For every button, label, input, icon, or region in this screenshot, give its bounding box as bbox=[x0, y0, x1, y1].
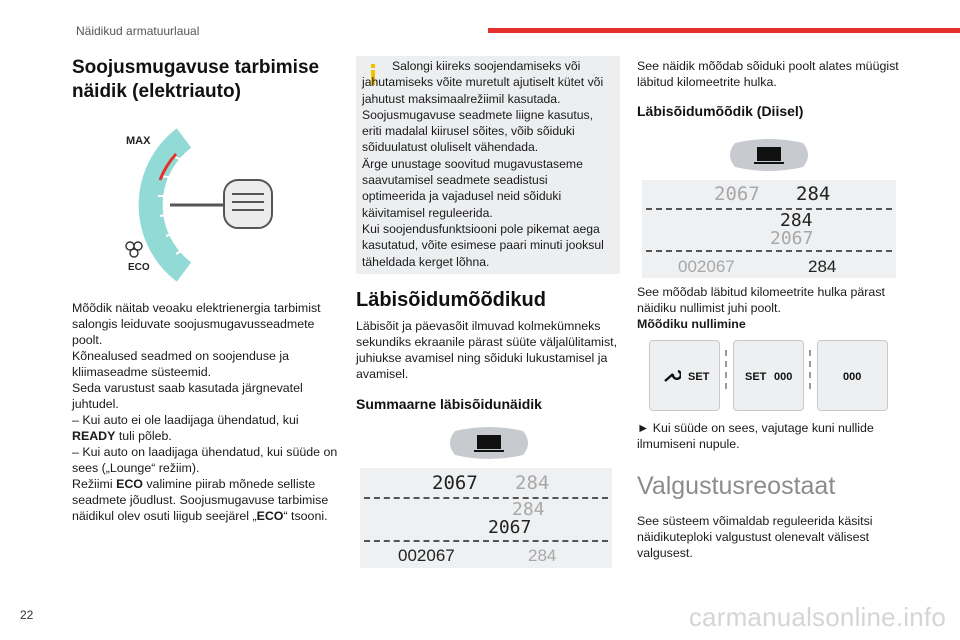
odometers-paragraph: Läbisõit ja päevasõit ilmuvad kolmekümneks sekundiks ekraanile pärast süüte väljalülitamist, juhiukse avamisel ning sõiduki lukustamisel ja avamisel. bbox=[356, 319, 618, 381]
trip-reset-step-3 bbox=[817, 340, 888, 411]
thermal-comfort-gauge bbox=[118, 116, 280, 286]
subheading-trip-diesel: Läbisõidumõõdik (Diisel) bbox=[637, 103, 804, 119]
section-heading-odometers: Läbisõidumõõdikud bbox=[356, 289, 546, 311]
display-divider bbox=[646, 250, 892, 252]
column-3-bottom bbox=[637, 420, 899, 561]
step-3-label: 000 bbox=[843, 371, 862, 383]
wrench-icon bbox=[663, 369, 681, 383]
gauge-max-label: MAX bbox=[126, 135, 151, 147]
display-row1-value-b: 284 bbox=[796, 183, 831, 205]
display-row2-value-b: 2067 bbox=[770, 228, 814, 249]
dimmer-description: See süsteem võimaldab reguleerida käsitsi näidikuteploki valgustust olenevalt välisest valgusest. bbox=[637, 514, 873, 560]
column-1 bbox=[72, 56, 344, 104]
instrument-cluster-icon bbox=[447, 425, 531, 461]
trip-reset-step-2 bbox=[733, 340, 804, 411]
display-row2-value-a: 284 bbox=[512, 499, 545, 520]
display-row3-value-b: 284 bbox=[808, 257, 837, 276]
display-row2-value-b: 2067 bbox=[488, 517, 532, 538]
watermark: carmanualsonline.info bbox=[688, 602, 946, 632]
step-separator bbox=[809, 350, 811, 394]
odometer-display-electric bbox=[360, 468, 612, 568]
step-1-label: SET bbox=[688, 371, 710, 383]
step-separator bbox=[725, 350, 727, 394]
display-row1-value-b: 284 bbox=[515, 472, 550, 494]
column-1-text bbox=[72, 300, 344, 524]
header-accent-bar bbox=[488, 28, 960, 33]
thermal-paragraph-2: Režiimi ECO valimine piirab mõnede selliste seadmete jõudlust. Soojusmugavuse tarbimise näidikul olev osuti liigub seejärel „ECO“ tsooni. bbox=[72, 477, 329, 523]
trip-reset-instruction: ► Kui süüde on sees, vajutage kuni nullide ilmumiseni nupule. bbox=[637, 421, 874, 451]
info-note-text: Salongi kiireks soojendamiseks või jahutamiseks võite muretult ajutiselt kütet või jahutust maksimaalrežiimil kasutada. Soojusmugavuse seadmete liigne kasutus, eriti madalal kiirusel sõites, võib sõiduki sõiduulatust oluliselt vähendada. Ärge unustage soovitud mugavustaseme saavutamisel seadmete seadistusi optimeerida ja vajadusel neid sõiduki käivitamisel reguleerida. Kui soojendusfunktsiooni pole pikemat aega kasutatud, võite esimese paari minuti jooksul täheldada kerget lõhna. bbox=[362, 59, 604, 269]
odometer-description: See näidik mõõdab sõiduki poolt alates müügist läbitud kilomeetrite hulka. bbox=[637, 59, 899, 89]
odometer-display-diesel bbox=[642, 180, 896, 278]
instrument-cluster-icon bbox=[727, 137, 811, 173]
page-number: 22 bbox=[20, 608, 34, 622]
display-row3-value-b: 284 bbox=[528, 546, 557, 565]
column-3 bbox=[637, 58, 899, 119]
column-3-trip-text bbox=[637, 284, 899, 332]
display-divider bbox=[646, 208, 892, 210]
column-2 bbox=[356, 289, 620, 412]
eco-leaf-icon bbox=[126, 242, 142, 257]
display-divider bbox=[364, 497, 608, 499]
running-header: Näidikud armatuurlaual bbox=[76, 24, 200, 38]
display-divider bbox=[364, 540, 608, 542]
info-note-box bbox=[356, 56, 620, 274]
thermal-paragraph-1: Mõõdik näitab veoaku elektrienergia tarbimist salongis leiduvate soojusmugavusseadmete poolt. Kõnealused seadmed on soojenduse ja kliimaseadme süsteemid. Seda varustust saab kasutada järgnevatel juhtudel. bbox=[72, 301, 321, 411]
trip-reset-step-1 bbox=[649, 340, 720, 411]
gauge-eco-label: ECO bbox=[128, 262, 150, 273]
display-row3-value-a: 002067 bbox=[678, 257, 735, 276]
step-2-label-a: SET bbox=[745, 371, 767, 383]
thermal-bullet-2: – Kui auto on laadijaga ühendatud, kui süüde on sees („Lounge“ režiim). bbox=[72, 445, 338, 475]
display-row2-value-a: 284 bbox=[780, 210, 813, 231]
step-2-label-b: 000 bbox=[774, 371, 793, 383]
section-heading-dimmer: Valgustusreostaat bbox=[637, 472, 836, 500]
trip-reset-description: See mõõdab läbitud kilomeetrite hulka pärast näidiku nullimist juhi poolt. bbox=[637, 285, 885, 315]
display-row1-value-a: 2067 bbox=[432, 472, 478, 494]
trip-reset-heading: Mõõdiku nullimine bbox=[637, 317, 746, 331]
section-heading-thermal: Soojusmugavuse tarbimise näidik (elektriauto) bbox=[72, 57, 320, 102]
display-row3-value-a: 002067 bbox=[398, 546, 455, 565]
subheading-total-odometer: Summaarne läbisõidunäidik bbox=[356, 396, 542, 412]
thermal-bullet-1: – Kui auto ei ole laadijaga ühendatud, kui READY tuli põleb. bbox=[72, 413, 299, 443]
heater-icon bbox=[224, 180, 272, 228]
display-row1-value-a: 2067 bbox=[714, 183, 760, 205]
